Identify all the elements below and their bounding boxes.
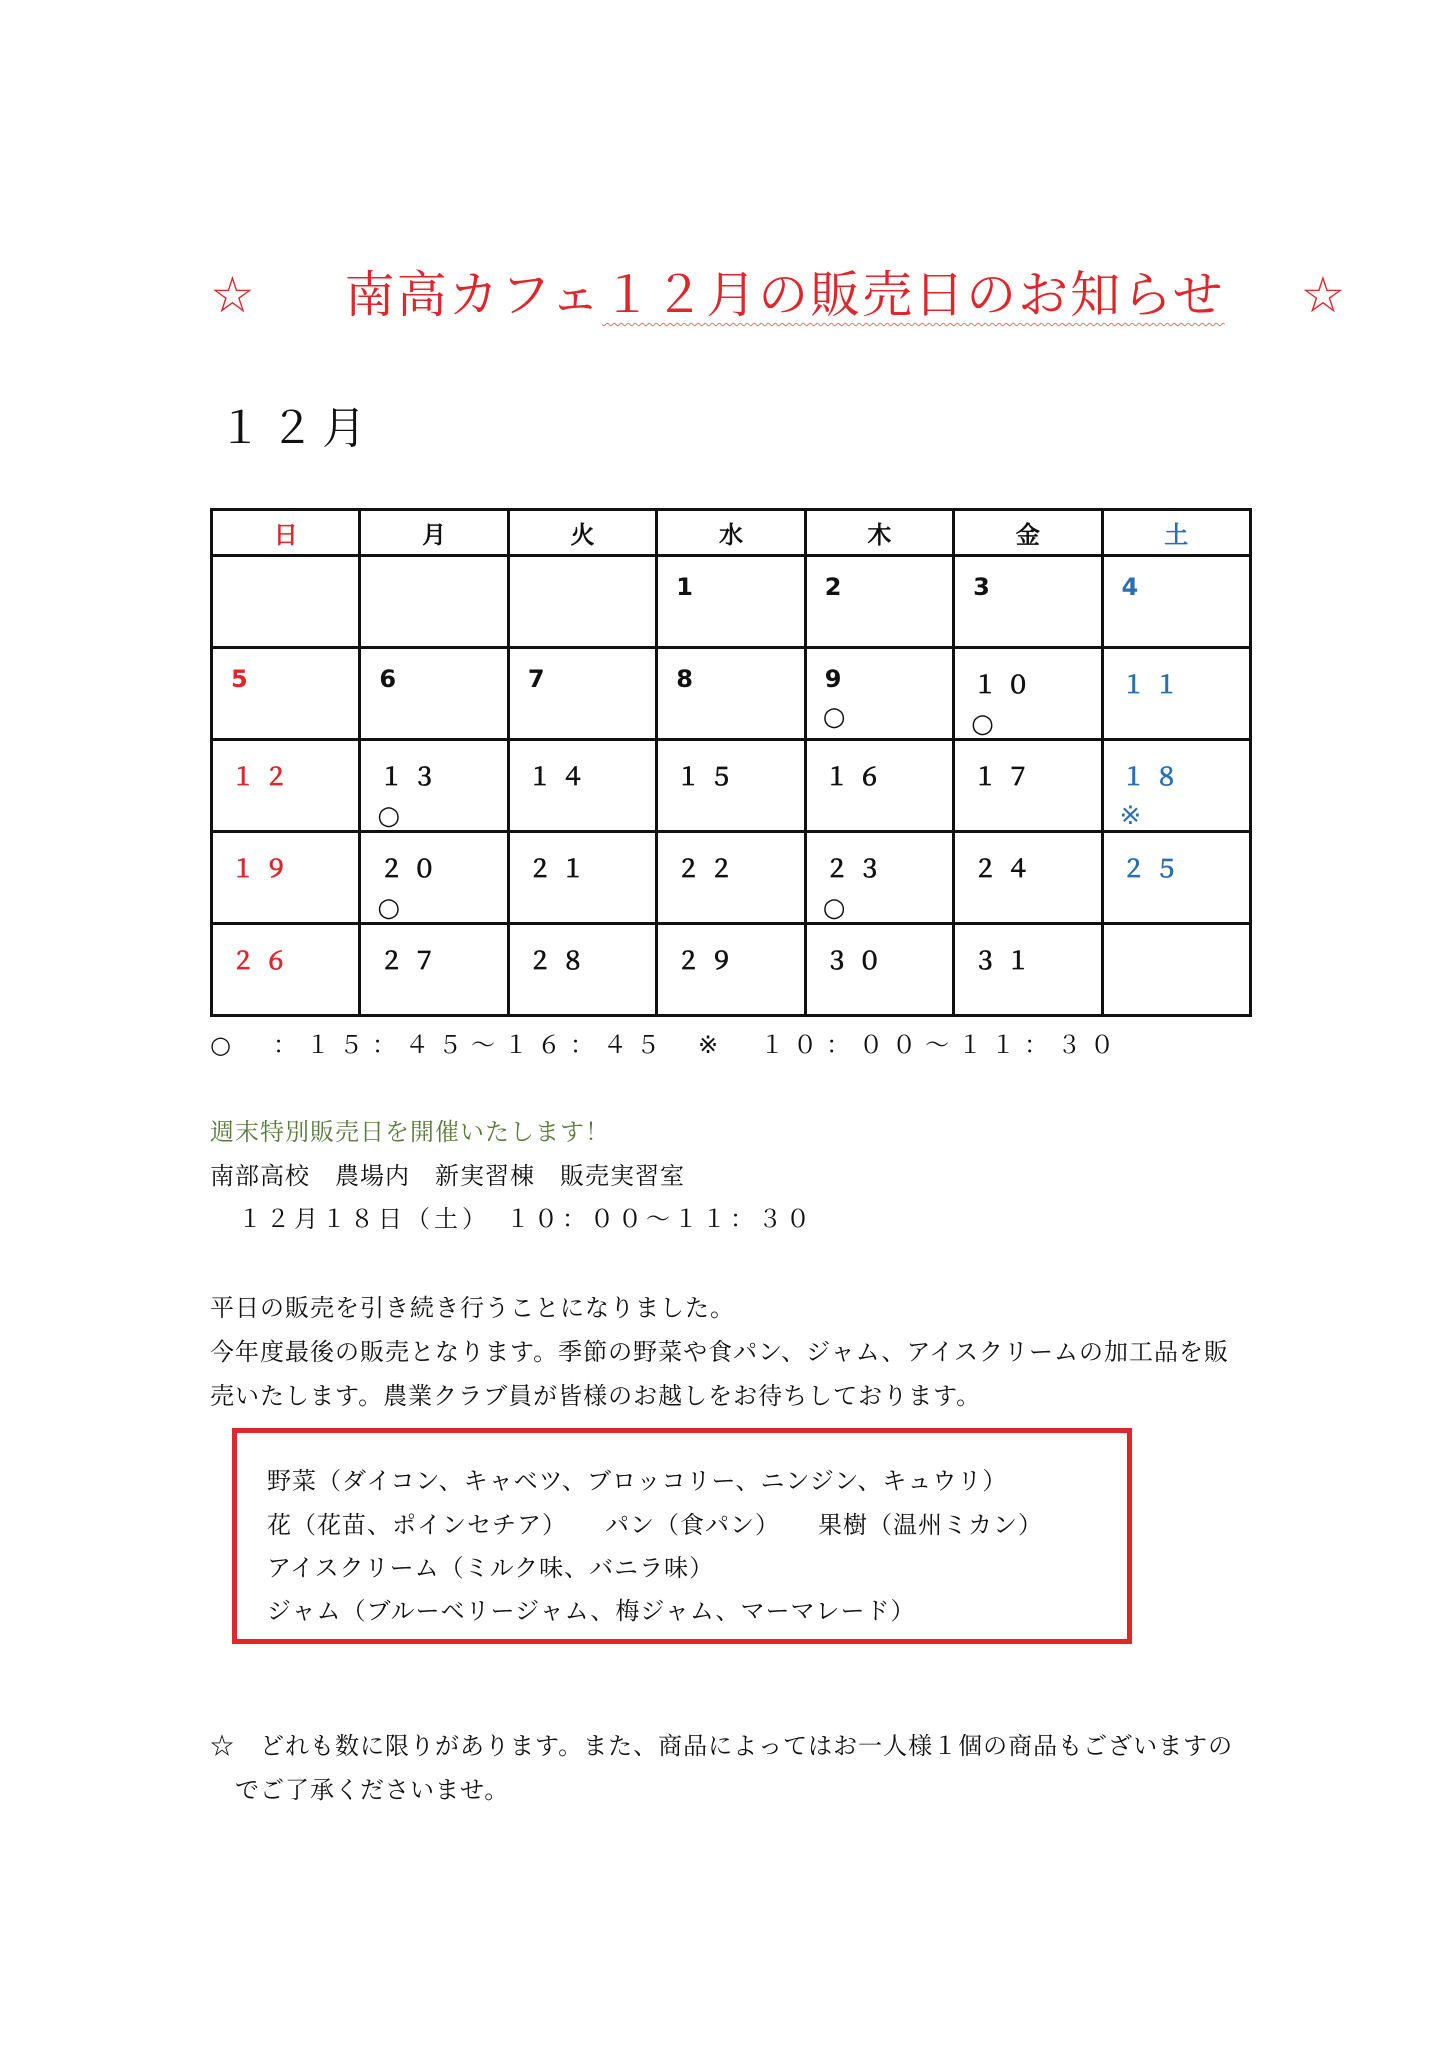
- calendar-day-number: 5: [231, 665, 257, 693]
- body-line-1: 平日の販売を引き続き行うことになりました。: [210, 1294, 735, 1322]
- calendar-cell: [954, 556, 1102, 648]
- calendar-cell: [360, 648, 508, 740]
- calendar-sale-mark: [213, 573, 358, 583]
- weekend-place: 南部高校 農場内 新実習棟 販売実習室: [210, 1162, 685, 1190]
- calendar-day-number: 3: [973, 573, 999, 601]
- products-line-3: アイスクリーム（ミルク味、バニラ味）: [267, 1554, 715, 1582]
- calendar-week-row: [212, 832, 1251, 924]
- calendar-cell: [657, 556, 805, 648]
- calendar-week-row: [212, 924, 1251, 1016]
- calendar-sale-mark: [213, 976, 358, 986]
- calendar-day-number: ２５: [1121, 855, 1188, 883]
- calendar-cell: [805, 556, 953, 648]
- calendar-day-number: ２１: [527, 855, 594, 883]
- calendar-sale-mark: [510, 792, 655, 802]
- calendar-day-number: ２８: [527, 947, 594, 975]
- calendar-sale-mark: [658, 792, 803, 802]
- header-saturday: 土: [1102, 510, 1250, 556]
- calendar-sale-mark: [1104, 700, 1249, 710]
- calendar-day-number: 2: [824, 573, 851, 601]
- calendar-header-row: [212, 510, 1251, 556]
- calendar-day-number: １７: [973, 763, 1040, 791]
- footer-line-1: ☆ どれも数に限りがあります。また、商品によってはお一人様１個の商品もございますの: [210, 1732, 1234, 1760]
- calendar-cell: [1102, 924, 1250, 1016]
- calendar-cell: [657, 648, 805, 740]
- calendar-cell: [954, 740, 1102, 832]
- page-title: [210, 255, 1348, 327]
- body-line-2: 今年度最後の販売となります。季節の野菜や食パン、ジャム、アイスクリームの加工品を販: [210, 1338, 1229, 1366]
- calendar-cell: [360, 740, 508, 832]
- calendar-day-number: １２: [231, 763, 297, 791]
- calendar-cell: [360, 924, 508, 1016]
- products-line-4: ジャム（ブルーベリージャム、梅ジャム、マーマレード）: [267, 1597, 916, 1625]
- header-monday: 月: [360, 510, 508, 556]
- calendar-week-row: [212, 648, 1251, 740]
- calendar-day-number: １６: [824, 763, 891, 791]
- calendar-cell: [657, 832, 805, 924]
- header-sunday: 日: [212, 510, 360, 556]
- calendar-cell: [954, 924, 1102, 1016]
- legend-note: ※ １０：００～１１：３０: [698, 1031, 1124, 1059]
- calendar-cell: [212, 740, 360, 832]
- calendar-day-number: １３: [379, 763, 446, 791]
- calendar-sale-mark: ○: [377, 893, 401, 923]
- header-wednesday: 水: [657, 510, 805, 556]
- calendar-sale-mark: [1104, 601, 1249, 611]
- month-label: １２月: [218, 403, 374, 454]
- body-line-3: 売いたします。農業クラブ員が皆様のお越しをお待ちしております。: [210, 1382, 982, 1410]
- calendar-sale-mark: ○: [822, 702, 846, 732]
- calendar-day-number: 4: [1121, 573, 1148, 601]
- calendar-cell: [805, 740, 953, 832]
- calendar-sale-mark: [361, 693, 506, 703]
- calendar-cell: [508, 832, 656, 924]
- title-underlined: １２月の販売日のお知らせ: [602, 266, 1225, 324]
- calendar-sale-mark: [955, 976, 1100, 986]
- calendar-cell: [212, 832, 360, 924]
- footer-line-2: でご了承くださいませ。: [210, 1776, 510, 1804]
- calendar-sale-mark: [510, 976, 655, 986]
- calendar-day-number: ２４: [973, 855, 1040, 883]
- products-box: [232, 1428, 1132, 1644]
- calendar-sale-mark: [658, 693, 803, 703]
- calendar-sale-mark: [213, 693, 358, 703]
- products-line-2: 花（花苗、ポインセチア） パン（食パン） 果樹（温州ミカン）: [267, 1511, 1043, 1539]
- calendar-day-number: [1104, 925, 1249, 941]
- calendar-cell: [805, 832, 953, 924]
- calendar-week-row: [212, 740, 1251, 832]
- calendar-day-number: 9: [824, 665, 851, 693]
- calendar-day-number: １１: [1121, 671, 1188, 699]
- calendar-cell: [508, 740, 656, 832]
- calendar-day-number: １４: [527, 763, 594, 791]
- calendar-sale-mark: [658, 976, 803, 986]
- calendar-day-number: １０: [973, 671, 1040, 699]
- calendar-cell: [1102, 556, 1250, 648]
- star-left-icon: ☆: [210, 266, 257, 324]
- calendar-cell: [1102, 832, 1250, 924]
- calendar-cell: [360, 832, 508, 924]
- calendar-cell: [1102, 740, 1250, 832]
- calendar-day-number: ２３: [824, 855, 891, 883]
- calendar-sale-mark: [510, 884, 655, 894]
- calendar-sale-mark: ○: [822, 893, 846, 923]
- calendar-sale-mark: [955, 884, 1100, 894]
- calendar-sale-mark: ○: [971, 709, 994, 739]
- calendar-day-number: ２２: [676, 855, 743, 883]
- calendar-sale-mark: [1104, 884, 1249, 894]
- calendar-cell: [212, 924, 360, 1016]
- header-thursday: 木: [805, 510, 953, 556]
- calendar-cell: [1102, 648, 1250, 740]
- calendar-day-number: ２０: [379, 855, 446, 883]
- legend-circle: ○ ：１５：４５～１６：４５: [210, 1031, 669, 1059]
- header-friday: 金: [954, 510, 1102, 556]
- calendar-day-number: 1: [676, 573, 702, 601]
- calendar-sale-mark: [510, 693, 655, 703]
- calendar-day-number: 6: [379, 665, 406, 693]
- calendar-day-number: [510, 557, 655, 573]
- calendar-sale-mark: [1104, 941, 1249, 951]
- calendar-cell: [805, 648, 953, 740]
- calendar-cell: [508, 924, 656, 1016]
- calendar-sale-mark: [658, 884, 803, 894]
- title-pre: 南高カフェ: [344, 266, 603, 324]
- calendar-cell: [954, 648, 1102, 740]
- calendar-sale-mark: [361, 976, 506, 986]
- calendar-day-number: ２９: [676, 947, 743, 975]
- calendar-sale-mark: [213, 792, 358, 802]
- calendar-day-number: [361, 557, 506, 573]
- calendar-sale-mark: ※: [1119, 801, 1142, 831]
- calendar-cell: [508, 648, 656, 740]
- calendar-sale-mark: ○: [377, 801, 401, 831]
- calendar-cell: [212, 556, 360, 648]
- calendar-cell: [212, 648, 360, 740]
- calendar-sale-mark: [955, 792, 1100, 802]
- calendar-day-number: １５: [676, 763, 743, 791]
- calendar-sale-mark: [955, 601, 1100, 611]
- calendar-sale-mark: [510, 573, 655, 583]
- calendar-day-number: ２６: [231, 947, 297, 975]
- calendar-cell: [360, 556, 508, 648]
- star-right-icon: ☆: [1300, 266, 1348, 324]
- calendar-sale-mark: [658, 601, 803, 611]
- calendar-day-number: 8: [676, 665, 702, 693]
- calendar-cell: [657, 924, 805, 1016]
- calendar-sale-mark: [807, 792, 952, 802]
- calendar-week-row: [212, 556, 1251, 648]
- calendar-day-number: １８: [1121, 763, 1188, 791]
- weekend-when: １２月１８日（土） １０：００～１１：３０: [210, 1205, 814, 1233]
- calendar-day-number: ２７: [379, 947, 446, 975]
- calendar-sale-mark: [807, 601, 952, 611]
- header-tuesday: 火: [508, 510, 656, 556]
- calendar-day-number: １９: [231, 855, 297, 883]
- products-line-1: 野菜（ダイコン、キャベツ、ブロッコリー、ニンジン、キュウリ）: [267, 1467, 1008, 1495]
- calendar-cell: [657, 740, 805, 832]
- calendar-day-number: [213, 557, 358, 573]
- calendar-cell: [805, 924, 953, 1016]
- weekend-heading: 週末特別販売日を開催いたします！: [210, 1118, 610, 1146]
- calendar-cell: [508, 556, 656, 648]
- calendar-sale-mark: [807, 976, 952, 986]
- calendar-sale-mark: [361, 573, 506, 583]
- calendar-sale-mark: [213, 884, 358, 894]
- calendar-day-number: 7: [527, 665, 554, 693]
- calendar-table: [210, 508, 1252, 1017]
- calendar-day-number: ３１: [973, 947, 1040, 975]
- calendar-cell: [954, 832, 1102, 924]
- calendar-day-number: ３０: [824, 947, 891, 975]
